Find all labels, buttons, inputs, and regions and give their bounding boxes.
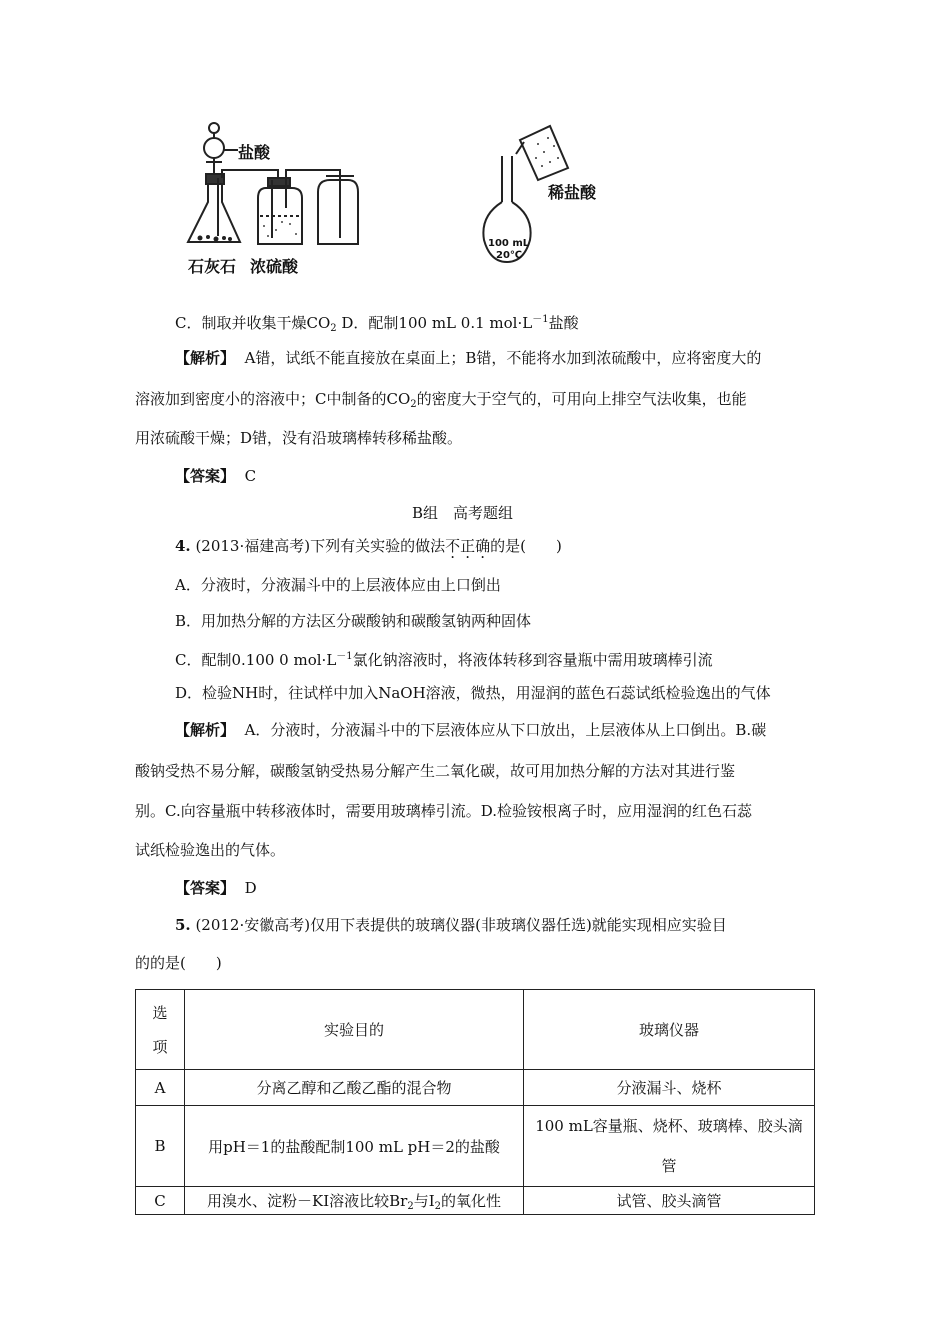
- answer-tag: 【答案】: [175, 467, 236, 485]
- q4-answer: 【答案】 D: [175, 879, 257, 897]
- label-dilute-hcl: 稀盐酸: [548, 183, 597, 202]
- header-purpose: 实验目的: [185, 990, 524, 1070]
- label-limestone: 石灰石: [188, 257, 237, 276]
- table-header-row: [136, 990, 815, 1070]
- q4-analysis-line-4: 试纸检验逸出的气体。: [135, 841, 286, 859]
- q4-analysis-line-2: 酸钠受热不易分解，碳酸氢钠受热易分解产生二氧化碳，故可用加热分解的方法对其进行鉴: [135, 762, 736, 780]
- table-row: B 用pH＝1的盐酸配制100 mL pH＝2的盐酸 100 mL容量瓶、烧杯、玻璃棒、胶头滴 管: [136, 1106, 815, 1187]
- flask-temperature-label: 20℃: [496, 250, 523, 261]
- table-row: A 分离乙醇和乙酸乙酯的混合物 分液漏斗、烧杯: [136, 1070, 815, 1106]
- q4-option-d: D．检验NH时，往试样中加入NaOH溶液，微热，用湿润的蓝色石蕊试纸检验逸出的气体: [175, 684, 771, 702]
- analysis-tag: 【解析】: [175, 349, 236, 367]
- section-title: B组 高考题组: [412, 504, 514, 522]
- header-glassware: 玻璃仪器: [524, 990, 815, 1070]
- q4-analysis-line-3: 别。C.向容量瓶中转移液体时，需要用玻璃棒引流。D.检验铵根离子时，应用湿润的红色石蕊: [135, 802, 752, 820]
- q4-option-c: C．配制0.100 0 $mol\cdot L^{-1}$氯化钠溶液时，将液体转移到容量瓶中需用玻璃棒引流: [175, 651, 713, 669]
- figure-volumetric-flask: [480, 122, 620, 272]
- label-hcl: 盐酸: [238, 143, 271, 162]
- q3-options-cd: C．制取并收集干燥$CO_2$ D．配制100 mL 0.1 $mol\cdot L^{-1}$盐酸: [175, 314, 579, 334]
- q3-analysis-line-2: 溶液加到密度小的溶液中；C中制备的$CO_2$的密度大于空气的，可用向上排空气法收集，也能: [135, 390, 747, 410]
- q4-option-a: A．分液时，分液漏斗中的上层液体应由上口倒出: [175, 576, 501, 594]
- figure-co2-apparatus: [180, 118, 380, 278]
- q3-analysis-line-1: 【解析】 A错，试纸不能直接放在桌面上；B错，不能将水加到浓硫酸中，应将密度大的: [175, 349, 762, 367]
- answer-tag: 【答案】: [175, 879, 236, 897]
- analysis-tag: 【解析】: [175, 721, 236, 739]
- table-row: C 用溴水、淀粉－KI溶液比较$Br_2$与$I_2$的氧化性 试管、胶头滴管: [136, 1187, 815, 1215]
- flask-volume-label: 100 mL: [488, 238, 530, 249]
- q3-analysis-line-3: 用浓硫酸干燥；D错，没有沿玻璃棒转移稀盐酸。: [135, 429, 463, 447]
- q5-table: [135, 989, 815, 1215]
- label-conc-sulfuric-acid: 浓硫酸: [250, 257, 299, 276]
- q5-stem-line-2: 的的是( ): [135, 954, 222, 972]
- header-option: 选 项: [136, 990, 185, 1070]
- q3-answer: 【答案】 C: [175, 467, 257, 485]
- q4-analysis-line-1: 【解析】 A．分液时，分液漏斗中的下层液体应从下口放出，上层液体从上口倒出。B.碳: [175, 721, 767, 739]
- q4-option-b: B．用加热分解的方法区分碳酸钠和碳酸氢钠两种固体: [175, 612, 532, 630]
- q4-stem: 4. (2013·福建高考)下列有关实验的做法不正确的是( ): [175, 537, 562, 555]
- q5-stem-line-1: 5. (2012·安徽高考)仅用下表提供的玻璃仪器(非玻璃仪器任选)就能实现相应实验目: [175, 916, 727, 934]
